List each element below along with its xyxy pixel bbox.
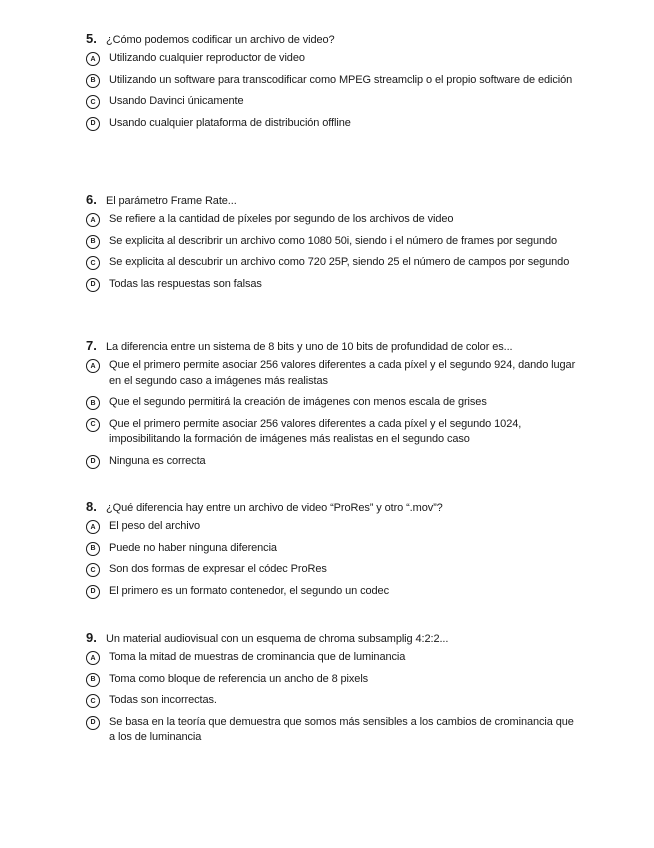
option-letter-circle: A xyxy=(86,52,100,66)
option-letter-circle: A xyxy=(86,520,100,534)
option-letter-circle: C xyxy=(86,256,100,270)
question-header xyxy=(86,630,586,648)
option-letter-circle: C xyxy=(86,563,100,577)
question-number: 6. xyxy=(86,192,97,207)
option-text: Que el primero permite asociar 256 valores diferentes a cada píxel y el segundo 1024, imposibilitando la formación de imágenes más realistas en el segundo caso xyxy=(109,417,522,445)
options-list xyxy=(86,212,586,292)
option-c[interactable] xyxy=(86,693,586,709)
question-text: ¿Qué diferencia hay entre un archivo de video “ProRes” y otro “.mov”? xyxy=(106,502,443,514)
option-text: Usando Davinci únicamente xyxy=(109,95,244,107)
question-text: ¿Cómo podemos codificar un archivo de video? xyxy=(106,34,335,46)
question-number: 8. xyxy=(86,499,97,514)
option-letter-circle: B xyxy=(86,396,100,410)
question-5 xyxy=(86,31,586,137)
option-text: Toma la mitad de muestras de crominancia que de luminancia xyxy=(109,651,406,663)
question-text: La diferencia entre un sistema de 8 bits y uno de 10 bits de profundidad de color es... xyxy=(106,341,513,353)
question-number: 9. xyxy=(86,630,97,645)
question-8 xyxy=(86,499,586,605)
option-letter-circle: B xyxy=(86,542,100,556)
option-text: Todas son incorrectas. xyxy=(109,694,217,706)
option-letter-circle: D xyxy=(86,585,100,599)
question-number: 7. xyxy=(86,338,97,353)
option-text: Que el segundo permitirá la creación de imágenes con menos escala de grises xyxy=(109,396,487,408)
option-a[interactable] xyxy=(86,51,586,67)
option-text: Son dos formas de expresar el códec ProRes xyxy=(109,563,327,575)
question-header xyxy=(86,31,586,49)
option-d[interactable] xyxy=(86,116,586,132)
option-d[interactable] xyxy=(86,584,586,600)
option-text: Puede no haber ninguna diferencia xyxy=(109,541,277,554)
option-letter-circle: B xyxy=(86,235,100,249)
option-b[interactable] xyxy=(86,541,586,557)
option-a[interactable] xyxy=(86,358,586,389)
options-list xyxy=(86,358,586,469)
option-b[interactable] xyxy=(86,73,586,89)
option-text: Toma como bloque de referencia un ancho de 8 pixels xyxy=(109,672,369,685)
question-header xyxy=(86,499,586,517)
option-text: Se refiere a la cantidad de píxeles por segundo de los archivos de video xyxy=(109,213,454,225)
option-c[interactable] xyxy=(86,255,586,271)
question-text: Un material audiovisual con un esquema de chroma subsamplig 4:2:2... xyxy=(106,633,449,645)
question-number: 5. xyxy=(86,31,97,46)
option-text: Utilizando cualquier reproductor de video xyxy=(109,52,305,64)
option-text: Se explicita al descubrir un archivo como 720 25P, siendo 25 el número de campos por segundo xyxy=(109,256,570,268)
option-text: El peso del archivo xyxy=(109,520,201,532)
option-letter-circle: D xyxy=(86,117,100,131)
option-letter-circle: D xyxy=(86,278,100,292)
options-list xyxy=(86,650,586,746)
option-letter-circle: B xyxy=(86,74,100,88)
option-letter-circle: B xyxy=(86,673,100,687)
question-header xyxy=(86,192,586,210)
option-a[interactable] xyxy=(86,650,586,666)
question-9 xyxy=(86,630,586,752)
option-b[interactable] xyxy=(86,395,586,411)
option-d[interactable] xyxy=(86,454,586,470)
option-text: Se explicita al describrir un archivo como 1080 50i, siendo i el número de frames por segundo xyxy=(109,234,558,247)
option-text: Usando cualquier plataforma de distribución offline xyxy=(109,116,351,129)
option-letter-circle: A xyxy=(86,651,100,665)
options-list xyxy=(86,51,586,131)
option-a[interactable] xyxy=(86,519,586,535)
option-letter-circle: A xyxy=(86,213,100,227)
option-letter-circle: C xyxy=(86,694,100,708)
option-b[interactable] xyxy=(86,672,586,688)
option-c[interactable] xyxy=(86,94,586,110)
option-c[interactable] xyxy=(86,417,586,448)
options-list xyxy=(86,519,586,599)
question-6 xyxy=(86,192,586,298)
option-text: Que el primero permite asociar 256 valores diferentes a cada píxel y el segundo 924, dando lugar en el segundo caso a imágenes más realistas xyxy=(109,359,576,387)
question-header xyxy=(86,338,586,356)
option-text: Se basa en la teoría que demuestra que somos más sensibles a los cambios de crominancia que a los de luminancia xyxy=(109,715,574,743)
option-a[interactable] xyxy=(86,212,586,228)
option-b[interactable] xyxy=(86,234,586,250)
option-letter-circle: D xyxy=(86,455,100,469)
option-letter-circle: C xyxy=(86,418,100,432)
option-text: Ninguna es correcta xyxy=(109,454,206,467)
option-letter-circle: C xyxy=(86,95,100,109)
option-text: Utilizando un software para transcodificar como MPEG streamclip o el propio software de edición xyxy=(109,73,573,86)
question-text: El parámetro Frame Rate... xyxy=(106,195,237,207)
option-text: El primero es un formato contenedor, el segundo un codec xyxy=(109,584,389,597)
question-7 xyxy=(86,338,586,475)
option-c[interactable] xyxy=(86,562,586,578)
option-d[interactable] xyxy=(86,277,586,293)
option-letter-circle: A xyxy=(86,359,100,373)
option-text: Todas las respuestas son falsas xyxy=(109,277,262,290)
option-letter-circle: D xyxy=(86,716,100,730)
option-d[interactable] xyxy=(86,715,586,746)
